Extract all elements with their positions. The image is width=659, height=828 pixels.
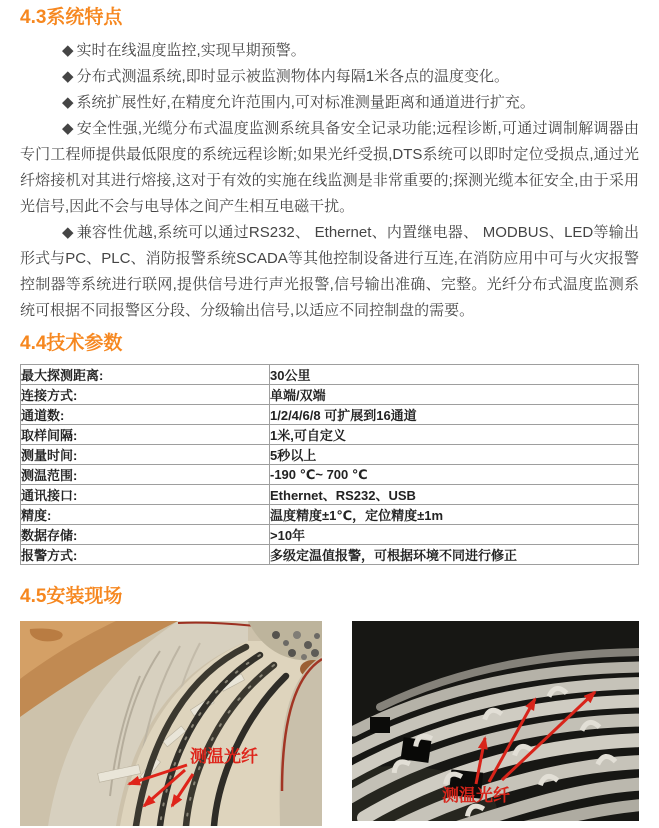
feature-bullet (20, 38, 639, 64)
feature-bullet (20, 64, 639, 90)
param-value: 单端/双端 (270, 385, 639, 405)
param-value: 1米,可自定义 (270, 425, 639, 445)
feature-bullet (20, 220, 639, 324)
diamond-bullet-icon: ◆ (62, 94, 74, 111)
table-row (21, 545, 639, 565)
param-value: >10年 (270, 525, 639, 545)
table-row (21, 385, 639, 405)
feature-bullet-text: 安全性强,光缆分布式温度监测系统具备安全记录功能;远程诊断,可通过调制解调器由专门工程师提供最低限度的系统远程诊断;如果光纤受损,DTS系统可以即时定位受损点,通过光纤熔接机对其进行熔接,这对于有效的实施在线监测是非常重要的;探测光缆本征安全,由于采用光信号,因此不会与电导体之间产生相互电磁干扰。 (20, 120, 639, 215)
param-label: 数据存储: (21, 525, 270, 545)
table-row (21, 465, 639, 485)
feature-bullet-text: 实时在线温度监控,实现早期预警。 (76, 42, 306, 59)
section-4-3-heading: 4.3系统特点 (20, 7, 123, 28)
install-photo-cable-trench (20, 621, 322, 826)
table-row (21, 445, 639, 465)
feature-bullet (20, 90, 639, 116)
param-value: 5秒以上 (270, 445, 639, 465)
table-row (21, 405, 639, 425)
param-label: 取样间隔: (21, 425, 270, 445)
param-value: 温度精度±1℃，定位精度±1m (270, 505, 639, 525)
table-row (21, 365, 639, 385)
table-row (21, 425, 639, 445)
param-label: 连接方式: (21, 385, 270, 405)
feature-bullet (20, 116, 639, 220)
diamond-bullet-icon: ◆ (62, 224, 74, 241)
feature-bullet-text: 系统扩展性好,在精度允许范围内,可对标准测量距离和通道进行扩充。 (76, 94, 535, 111)
section-4-4-heading: 4.4技术参数 (20, 333, 123, 354)
param-label: 测量时间: (21, 445, 270, 465)
param-label: 最大探测距离: (21, 365, 270, 385)
diamond-bullet-icon: ◆ (62, 42, 74, 59)
param-label: 精度: (21, 505, 270, 525)
param-label: 通讯接口: (21, 485, 270, 505)
param-label: 通道数: (21, 405, 270, 425)
photo-annotation-label: 测温光纤 (442, 786, 510, 805)
table-row (21, 485, 639, 505)
param-value: 多级定温值报警，可根据环境不同进行修正 (270, 545, 639, 565)
technical-parameters-table (20, 364, 639, 565)
table-row (21, 525, 639, 545)
param-value: 1/2/4/6/8 可扩展到16通道 (270, 405, 639, 425)
photo-annotation-label: 测温光纤 (190, 747, 258, 766)
param-value: -190 ℃~ 700 ℃ (270, 465, 639, 485)
param-label: 报警方式: (21, 545, 270, 565)
feature-bullet-text: 兼容性优越,系统可以通过RS232、 Ethernet、内置继电器、 MODBUS、LED等输出形式与PC、PLC、消防报警系统SCADA等其他控制设备进行互连,在消防应用中可与火灾报警控制器等系统进行联网,提供信号进行声光报警,信号输出准确、完整。光纤分布式温度监测系统可根据不同报警区分段、分级输出信号,以适应不同控制盘的需要。 (20, 224, 639, 319)
param-label: 测温范围: (21, 465, 270, 485)
install-photo-pipe-rack (352, 621, 639, 821)
feature-bullet-text: 分布式测温系统,即时显示被监测物体内每隔1米各点的温度变化。 (76, 68, 510, 85)
diamond-bullet-icon: ◆ (62, 68, 74, 85)
installation-photos (20, 621, 639, 826)
features-bullet-list (20, 38, 639, 324)
diamond-bullet-icon: ◆ (62, 120, 74, 137)
param-value: Ethernet、RS232、USB (270, 485, 639, 505)
section-4-5-heading: 4.5安装现场 (20, 586, 123, 607)
param-value: 30公里 (270, 365, 639, 385)
table-row (21, 505, 639, 525)
